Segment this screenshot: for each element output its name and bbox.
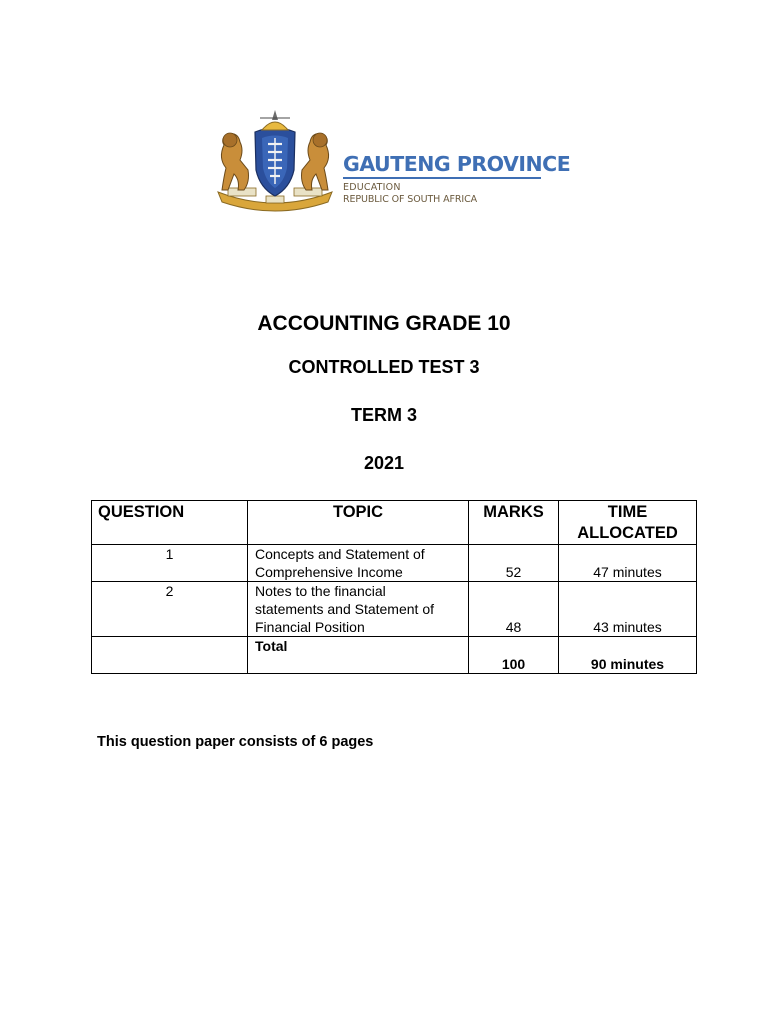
question-topic [248, 582, 469, 637]
total-marks: 100 [469, 637, 559, 674]
total-time: 90 minutes [559, 637, 697, 674]
table-row [92, 545, 697, 582]
term-label: TERM 3 [350, 405, 417, 425]
country-name: REPUBLIC OF SOUTH AFRICA [343, 194, 478, 205]
header-time-allocated: TIME ALLOCATED [559, 501, 697, 545]
question-summary-table [91, 500, 697, 674]
topic-line: Concepts and Statement of [255, 546, 425, 562]
table-total-row [92, 637, 697, 674]
topic-line: Notes to the financial [255, 583, 386, 599]
topic-line: Comprehensive Income [255, 564, 403, 580]
header-question: QUESTION [92, 501, 248, 545]
logo-wordmark [343, 152, 571, 206]
question-number: 2 [92, 582, 248, 637]
year-label: 2021 [363, 453, 405, 473]
test-name: CONTROLLED TEST 3 [288, 357, 480, 377]
wordmark-divider [343, 177, 541, 179]
topic-line: Financial Position [255, 619, 365, 635]
department-name: EDUCATION [343, 182, 401, 193]
table-row [92, 582, 697, 637]
topic-line: statements and Statement of [255, 601, 434, 617]
province-name: GAUTENG PROVINCE [343, 152, 571, 176]
page-title: ACCOUNTING GRADE 10 [257, 312, 511, 335]
table-header-row [92, 501, 697, 545]
question-marks: 48 [469, 582, 559, 637]
question-time: 47 minutes [559, 545, 697, 582]
header-topic: TOPIC [248, 501, 469, 545]
total-label: Total [248, 637, 469, 674]
question-time: 43 minutes [559, 582, 697, 637]
coat-of-arms-icon [210, 110, 340, 215]
gauteng-education-logo [210, 110, 571, 215]
page-count-note: This question paper consists of 6 pages [97, 734, 374, 750]
question-topic [248, 545, 469, 582]
question-number: 1 [92, 545, 248, 582]
header-marks: MARKS [469, 501, 559, 545]
question-marks: 52 [469, 545, 559, 582]
empty-cell [92, 637, 248, 674]
